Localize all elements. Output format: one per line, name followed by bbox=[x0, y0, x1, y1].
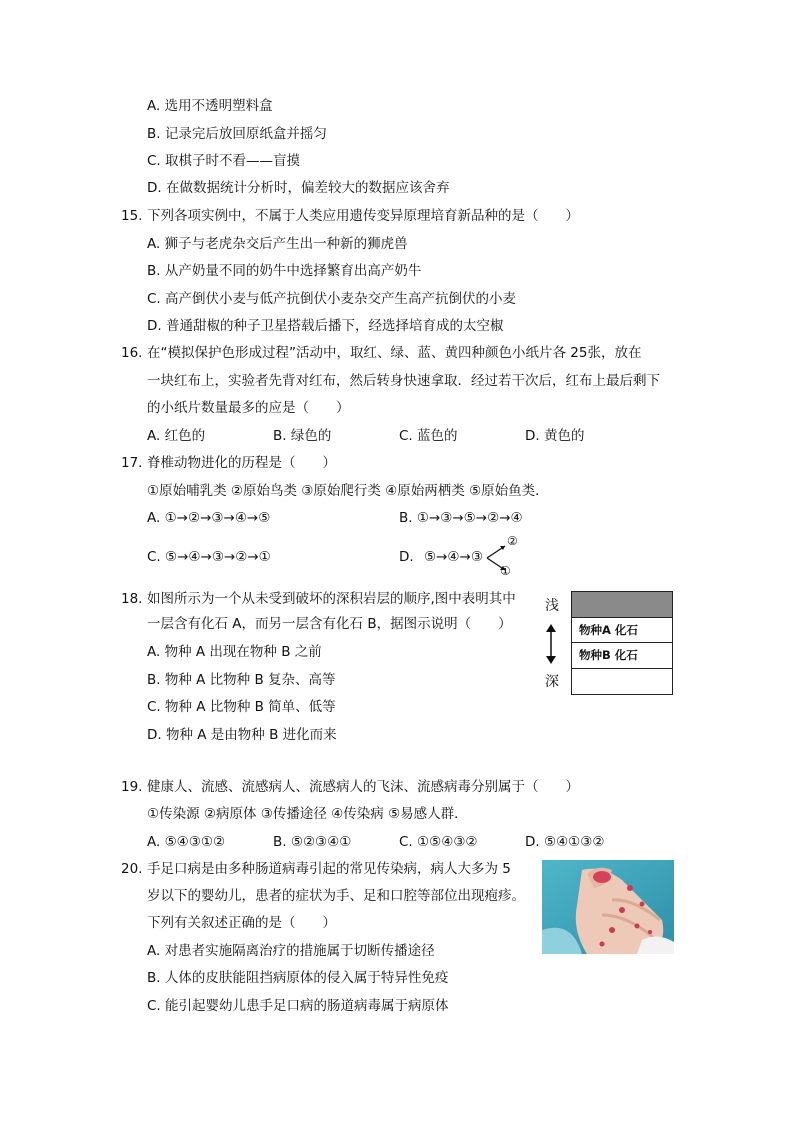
q18-option-a: A. 物种 A 出现在物种 B 之前 bbox=[147, 644, 322, 660]
q16-stem-line1: 在“模拟保护色形成过程”活动中，取红、绿、蓝、黄四种颜色小纸片各 25张，放在 bbox=[147, 345, 642, 361]
q17-option-b: B. ①→③→⑤→②→④ bbox=[399, 510, 523, 526]
q16-stem-line3: 的小纸片数量最多的应是（ ） bbox=[147, 400, 350, 416]
q17-option-a: A. ①→②→③→④→⑤ bbox=[147, 510, 271, 526]
strata-diagram bbox=[571, 591, 673, 695]
q17-stem: 脊椎动物进化的历程是（ ） bbox=[147, 455, 336, 471]
q20-option-c: C. 能引起婴幼儿患手足口病的肠道病毒属于病原体 bbox=[147, 998, 449, 1014]
q20-stem-line3: 下列有关叙述正确的是（ ） bbox=[147, 915, 336, 931]
strata-depth-arrow bbox=[543, 624, 559, 664]
q17-option-d-chain: ⑤→④→③ bbox=[424, 549, 483, 565]
q14-option-a: A. 选用不透明塑料盒 bbox=[147, 98, 273, 114]
q16-option-d: D. 黄色的 bbox=[525, 428, 585, 444]
strata-layer-top bbox=[572, 592, 672, 618]
q15-option-c: C. 高产倒伏小麦与低产抗倒伏小麦杂交产生高产抗倒伏的小麦 bbox=[147, 291, 517, 307]
q18-option-c: C. 物种 A 比物种 B 简单、低等 bbox=[147, 699, 336, 715]
q16-option-c: C. 蓝色的 bbox=[399, 428, 458, 444]
q20-stem-line1: 手足口病是由多种肠道病毒引起的常见传染病，病人大多为 5 bbox=[147, 861, 511, 877]
q16-number: 16. bbox=[121, 345, 143, 361]
q16-option-a: A. 红色的 bbox=[147, 428, 206, 444]
q19-option-a: A. ⑤④③①② bbox=[147, 834, 226, 850]
q20-number: 20. bbox=[121, 861, 143, 877]
q15-option-d: D. 普通甜椒的种子卫星搭载后播下，经选择培育成的太空椒 bbox=[147, 318, 504, 334]
q17-items: ①原始哺乳类 ②原始鸟类 ③原始爬行类 ④原始两栖类 ⑤原始鱼类． bbox=[147, 483, 549, 499]
q18-option-d: D. 物种 A 是由物种 B 进化而来 bbox=[147, 727, 337, 743]
strata-shallow-label: 浅 bbox=[545, 598, 559, 614]
q15-option-b: B. 从产奶量不同的奶牛中选择繁育出高产奶牛 bbox=[147, 263, 422, 279]
strata-layer-a: 物种A 化石 bbox=[572, 618, 672, 644]
strata-layer-bottom bbox=[572, 669, 672, 695]
q16-stem-line2: 一块红布上，实验者先背对红布，然后转身快速拿取．经过若干次后，红布上最后剩下 bbox=[147, 373, 660, 389]
hand-rash-photo bbox=[542, 860, 674, 954]
q18-stem-line1: 如图所示为一个从未受到破坏的深积岩层的顺序,图中表明其中 bbox=[147, 591, 516, 607]
q19-items: ①传染源 ②病原体 ③传播途径 ④传染病 ⑤易感人群． bbox=[147, 806, 468, 822]
q15-stem: 下列各项实例中，不属于人类应用遗传变异原理培育新品种的是（ ） bbox=[147, 208, 579, 224]
q18-number: 18. bbox=[121, 591, 143, 607]
q17-number: 17. bbox=[121, 455, 143, 471]
q18-option-b: B. 物种 A 比物种 B 复杂、高等 bbox=[147, 672, 336, 688]
q16-option-b: B. 绿色的 bbox=[273, 428, 332, 444]
q19-number: 19. bbox=[121, 779, 143, 795]
q19-option-c: C. ①⑤④③② bbox=[399, 834, 478, 850]
q17-option-d: D. bbox=[399, 549, 414, 565]
q20-option-b: B. 人体的皮肤能阻挡病原体的侵入属于特异性免疫 bbox=[147, 970, 449, 986]
q17-option-c: C. ⑤→④→③→②→① bbox=[147, 549, 271, 565]
strata-layer-b: 物种B 化石 bbox=[572, 643, 672, 669]
q14-option-b: B. 记录完后放回原纸盒并摇匀 bbox=[147, 126, 327, 142]
q19-stem: 健康人、流感、流感病人、流感病人的飞沫、流感病毒分别属于（ ） bbox=[147, 779, 579, 795]
q18-stem-line2: 一层含有化石 A，而另一层含有化石 B，据图示说明（ ） bbox=[147, 616, 512, 632]
q15-option-a: A. 狮子与老虎杂交后产生出一种新的狮虎兽 bbox=[147, 236, 408, 252]
q17-branch-top: ② bbox=[507, 534, 518, 548]
strata-deep-label: 深 bbox=[545, 674, 559, 690]
q14-option-d: D. 在做数据统计分析时，偏差较大的数据应该舍弃 bbox=[147, 180, 450, 196]
q15-number: 15. bbox=[121, 208, 143, 224]
q14-option-c: C. 取棋子时不看——盲摸 bbox=[147, 153, 301, 169]
q17-branch-bottom: ① bbox=[500, 564, 511, 578]
q20-option-a: A. 对患者实施隔离治疗的措施属于切断传播途径 bbox=[147, 943, 435, 959]
q20-stem-line2: 岁以下的婴幼儿，患者的症状为手、足和口腔等部位出现疱疹。 bbox=[147, 888, 525, 904]
q19-option-b: B. ⑤②③④① bbox=[273, 834, 352, 850]
q19-option-d: D. ⑤④①③② bbox=[525, 834, 605, 850]
